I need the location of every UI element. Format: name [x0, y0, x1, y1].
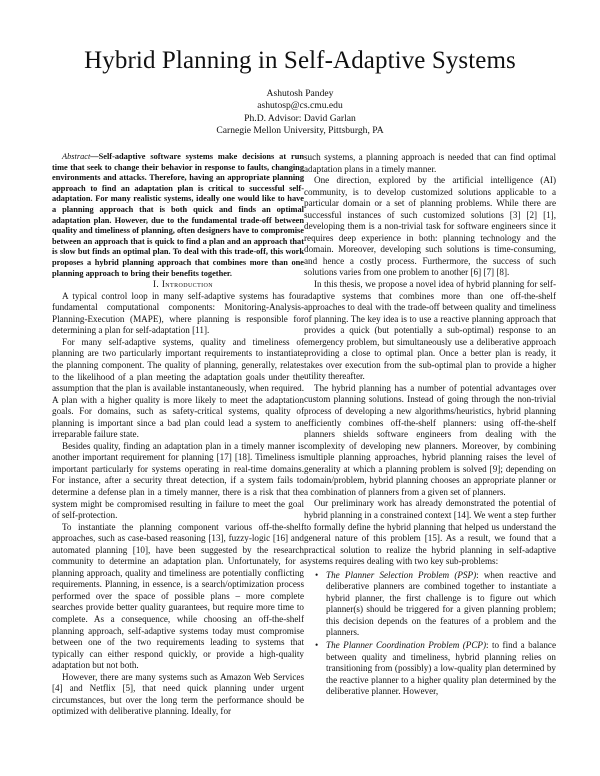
intro-paragraph-10: Our preliminary work has already demonstrated the potential of hybrid planning in a constrained context [14]. We went a step further to formally define the hybrid planning that helped us understand the general nature of this problem [15]. As a result, we found that a practical solution to realize the hybrid planning in self-adaptive systems requires dealing with two key sub-problems: [304, 498, 556, 567]
intro-paragraph-9: The hybrid planning has a number of potential advantages over custom planning solutions. Instead of going through the non-trivial process of developing a new algorithms/heuristics, hybrid planning efficiently combines off-the-shelf planners: using off-the-shelf planners shields software engineers from dealing with the complexity of developing new planners. Moreover, by combining multiple planning approaches, hybrid planning raises the level of generality at which a planning problem is solved [9]; depending on domain/problem, hybrid planning chooses an appropriate planner or a combination of planners from a given set of planners. [304, 382, 556, 497]
sub-problem-list [304, 570, 556, 698]
intro-paragraph-1: A typical control loop in many self-adaptive systems has four fundamental computational components: Monitoring-Analysis-Planning-Execution (MAPE), where planning is responsible for determining a plan for self-adaptation [11]. [52, 290, 304, 336]
left-column [52, 152, 304, 718]
pcp-text: : to find a balance between quality and timeliness, hybrid planning relies on transitioning from (possibly) a low-quality plan determined by the reactive planner to a higher quality plan determined by the deliberative planner. However, [326, 639, 557, 697]
pcp-title: The Planner Coordination Problem (PCP) [326, 639, 487, 650]
sub-problem-pcp [326, 640, 556, 698]
advisor-line: Ph.D. Advisor: David Garlan [244, 112, 356, 124]
intro-paragraph-7: One direction, explored by the artificial intelligence (AI) community, is to develop customized solutions applicable to a particular domain or a set of planning problems. While there are successful instances of such customized solutions [3] [2] [1], developing them is a non-trivial task for software engineers since it requires deep experience in both: planning technology and the domain. Moreover, developing such solutions is time-consuming, and hence a costly process. Furthermore, the success of such solutions varies from one problem to another [6] [7] [8]. [304, 175, 556, 278]
intro-paragraph-8: In this thesis, we propose a novel idea of hybrid planning for self-adaptive systems that combines more than one off-the-shelf approaches to deal with the trade-off between quality and timeliness of planning. The key idea is to use a reactive planning approach that provides a quick (but potentially a sub-optimal) response to an emergency problem, but simultaneously use a deliberative approach providing a close to optimal plan. Once a better plan is ready, it takes over execution from the sub-optimal plan to provide a higher utility thereafter. [304, 279, 556, 382]
author-name: Ashutosh Pandey [266, 88, 334, 99]
intro-paragraph-4: To instantiate the planning component various off-the-shelf approaches, such as case-based reasoning [13], fuzzy-logic [16] and automated planning [10], have been suggested by the research community to determine an adaptation plan. Unfortunately, for a planning approach, quality and timeliness are potentially conflicting requirements. Planning, in essence, is a search/optimization process performed over the space of possible plans – more complete searches provide better quality guarantees, but require more time to complete. As a consequence, while choosing an off-the-shelf planning approach, self-adaptive systems today must compromise between one of the two requirements leading to systems that typically can either respond quickly, or provide a high-quality adaptation but not both. [52, 521, 304, 671]
paper-title: Hybrid Planning in Self-Adaptive Systems [84, 47, 516, 74]
psp-text: : when reactive and deliberative planners are combined together to instantiate a hybrid planner, the first challenge is to figure out which planner(s) should be triggered for a given planning problem; this decision depends on the features of a problem and the planners. [326, 569, 556, 638]
author-block [0, 88, 600, 138]
section-heading-introduction: I. Introduction [152, 279, 214, 290]
abstract-text: —Self-adaptive software systems make decisions at run time that seek to change their behavior in response to faults, changing environments and attacks. Therefore, having an appropriate planning approach to find an adaptation plan is critical to successful self-adaptation. For many realistic systems, ideally one would like to have a planning approach that is both quick and finds an optimal adaptation plan. However, due to the fundamental trade-off between quality and timeliness of planning, often designers have to compromise between an approach that is quick to find a plan and an approach that is slow but finds an optimal plan. To deal with this trade-off, this work proposes a hybrid planning approach that combines more than one planning approach to bring their benefits together. [52, 152, 304, 278]
abstract-label: Abstract [62, 152, 91, 161]
right-column [304, 152, 556, 699]
abstract [52, 152, 304, 279]
sub-problem-psp [326, 570, 556, 639]
psp-title: The Planner Selection Problem (PSP) [326, 569, 477, 580]
intro-paragraph-6: such systems, a planning approach is needed that can find optimal adaptation plans in a timely manner. [304, 152, 556, 174]
intro-paragraph-3: Besides quality, finding an adaptation plan in a timely manner is another important requirement for planning [17] [18]. Timeliness is important particularly for systems operating in real-time domains. For instance, after a security threat detection, if a system fails to determine a defense plan in a timely manner, there is a risk that the system might be compromised resulting in failure to meet the goal of self-protection. [52, 440, 304, 521]
intro-paragraph-2: For many self-adaptive systems, quality and timeliness of planning are two particularly important requirements to instantiate the planning component. The quality of planning, generally, relates to the likelihood of a plan meeting the adaptation goals under the assumption that the plan is available instantaneously, when required. A plan with a higher quality is more likely to meet the adaptation goals. For domains, such as safety-critical systems, quality of planning is important since a bad plan could lead a system to an irreparable failure state. [52, 336, 304, 440]
intro-paragraph-5: However, there are many systems such as Amazon Web Services [4] and Netflix [5], that need quick planning under urgent circumstances, but over the long term the performance should be optimized with deliberative planning. Ideally, for [52, 671, 304, 717]
affiliation-line: Carnegie Mellon University, Pittsburgh, PA [216, 125, 384, 137]
author-email: ashutosp@cs.cmu.edu [257, 100, 343, 112]
